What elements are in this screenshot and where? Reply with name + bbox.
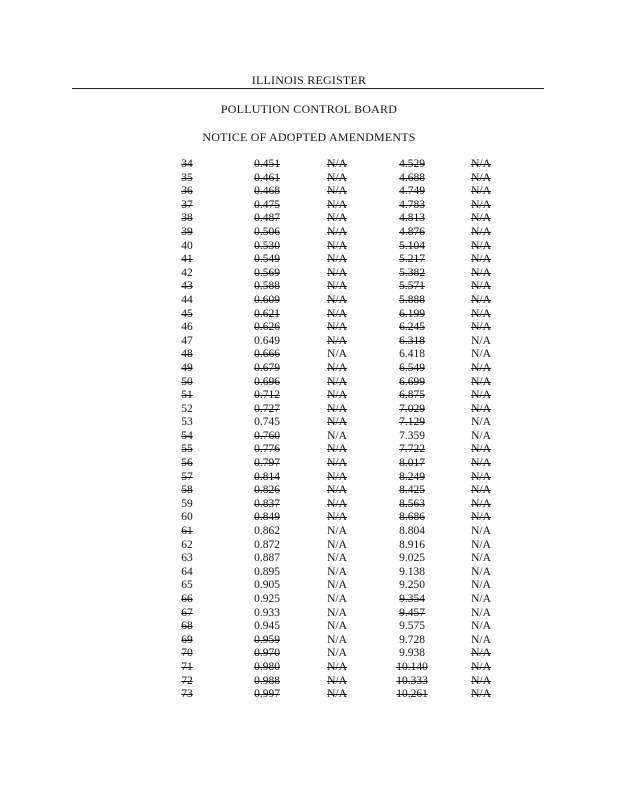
row-number: 54 [181,429,193,442]
value-col-3: N/A [327,606,347,619]
row-number: 46 [181,321,193,334]
table-row [0,348,618,362]
table-row [0,362,618,376]
table-row [0,675,618,689]
row-number: 69 [181,633,193,646]
value-col-3: N/A [327,280,347,293]
value-col-2: 0.797 [254,457,280,470]
table-row [0,607,618,621]
value-col-2: 0.945 [254,620,280,633]
value-col-3: N/A [327,497,347,510]
table-row [0,647,618,661]
row-number: 50 [181,375,193,388]
board-title: POLLUTION CONTROL BOARD [220,102,398,116]
value-col-2: 0.849 [254,511,280,524]
value-col-2: 0.451 [254,158,280,170]
value-col-5: N/A [471,185,491,198]
table-row [0,172,618,186]
value-col-3: N/A [327,307,347,320]
row-number: 34 [181,158,193,170]
row-number: 45 [181,307,193,320]
value-col-5: N/A [471,348,491,361]
value-col-2: 0.475 [254,198,280,211]
value-col-4: 6.418 [399,348,425,361]
value-col-5: N/A [471,579,491,592]
value-col-3: N/A [327,253,347,266]
value-col-4: 5.104 [399,239,425,252]
table-row [0,593,618,607]
value-col-3: N/A [327,266,347,279]
row-number: 55 [181,443,193,456]
row-number: 38 [181,212,193,225]
row-number: 72 [181,674,193,687]
notice-title: NOTICE OF ADOPTED AMENDMENTS [202,130,416,144]
value-col-3: N/A [327,443,347,456]
value-col-3: N/A [327,525,347,538]
value-col-5: N/A [471,225,491,238]
table-row [0,294,618,308]
value-col-3: N/A [327,348,347,361]
table-row [0,661,618,675]
row-number: 63 [181,552,193,565]
value-col-4: 9.138 [399,565,425,578]
value-col-2: 0.461 [254,171,280,184]
value-col-2: 0.588 [254,280,280,293]
row-number: 66 [181,593,193,605]
value-col-4: 6.318 [399,334,425,347]
row-number: 59 [181,497,193,510]
value-col-5: N/A [471,511,491,524]
value-col-2: 0.905 [254,579,280,592]
value-col-2: 0.997 [254,688,280,701]
value-col-4: 6.549 [399,361,425,374]
value-col-2: 0.626 [254,321,280,334]
value-col-4: 5.382 [399,266,425,279]
table-row [0,498,618,512]
value-col-2: 0.862 [254,525,280,538]
value-col-5: N/A [471,620,491,633]
table-row [0,335,618,349]
value-col-2: 0.621 [254,307,280,320]
table-row [0,525,618,539]
row-number: 35 [181,171,193,184]
value-col-5: N/A [471,443,491,456]
value-col-2: 0.925 [254,593,280,605]
value-col-5: N/A [471,253,491,266]
table-row [0,443,618,457]
value-col-5: N/A [471,565,491,578]
value-col-3: N/A [327,389,347,402]
table-row [0,484,618,498]
value-col-2: 0.760 [254,429,280,442]
value-col-4: 9.938 [399,647,425,660]
value-col-5: N/A [471,266,491,279]
table-row [0,471,618,485]
value-col-4: 4.749 [399,185,425,198]
row-number: 49 [181,361,193,374]
value-col-5: N/A [471,239,491,252]
value-col-5: N/A [471,674,491,687]
value-col-2: 0.712 [254,389,280,402]
table-row [0,321,618,335]
value-col-4: 8.017 [399,457,425,470]
value-col-3: N/A [327,633,347,646]
value-col-4: 9.354 [399,593,425,605]
value-col-5: N/A [471,429,491,442]
row-number: 62 [181,538,193,551]
value-col-2: 0.609 [254,293,280,306]
value-col-3: N/A [327,361,347,374]
value-col-4: 6.245 [399,321,425,334]
value-col-3: N/A [327,647,347,660]
table-row [0,267,618,281]
value-col-4: 8.686 [399,511,425,524]
value-col-2: 0.837 [254,497,280,510]
value-col-2: 0.933 [254,606,280,619]
value-col-5: N/A [471,606,491,619]
value-col-4: 4.813 [399,212,425,225]
value-col-5: N/A [471,633,491,646]
value-col-2: 0.988 [254,674,280,687]
value-col-2: 0.826 [254,484,280,497]
value-col-2: 0.814 [254,470,280,483]
value-col-3: N/A [327,429,347,442]
table-row [0,185,618,199]
table-row [0,416,618,430]
row-number: 57 [181,470,193,483]
value-col-5: N/A [471,660,491,673]
value-col-4: 4.783 [399,198,425,211]
value-col-2: 0.727 [254,402,280,415]
value-col-2: 0.549 [254,253,280,266]
value-col-3: N/A [327,416,347,429]
row-number: 43 [181,280,193,293]
value-col-4: 7.722 [399,443,425,456]
value-col-4: 5.888 [399,293,425,306]
row-number: 58 [181,484,193,497]
table-row [0,308,618,322]
value-col-5: N/A [471,171,491,184]
value-col-2: 0.530 [254,239,280,252]
value-col-4: 7.029 [399,402,425,415]
table-row [0,634,618,648]
value-col-2: 0.959 [254,633,280,646]
value-col-3: N/A [327,321,347,334]
row-number: 71 [181,660,193,673]
value-col-4: 10.140 [396,660,428,673]
table-row [0,457,618,471]
table-row [0,212,618,226]
value-col-2: 0.679 [254,361,280,374]
value-col-4: 10.261 [396,688,428,701]
value-col-4: 4.876 [399,225,425,238]
table-row [0,539,618,553]
row-number: 52 [181,402,193,415]
row-number: 37 [181,198,193,211]
table-row [0,199,618,213]
table-row [0,403,618,417]
table-row [0,376,618,390]
value-col-4: 4.688 [399,171,425,184]
value-col-5: N/A [471,307,491,320]
row-number: 47 [181,334,193,347]
value-col-2: 0.569 [254,266,280,279]
row-number: 53 [181,416,193,429]
table-row [0,226,618,240]
value-col-2: 0.487 [254,212,280,225]
value-col-5: N/A [471,158,491,170]
value-col-4: 9.025 [399,552,425,565]
value-col-5: N/A [471,538,491,551]
row-number: 67 [181,606,193,619]
header-rule [72,88,544,89]
value-col-2: 0.872 [254,538,280,551]
value-col-3: N/A [327,457,347,470]
table-row [0,620,618,634]
value-col-2: 0.666 [254,348,280,361]
value-col-5: N/A [471,198,491,211]
table-row [0,389,618,403]
value-col-3: N/A [327,552,347,565]
value-col-4: 8.249 [399,470,425,483]
row-number: 64 [181,565,193,578]
value-col-2: 0.649 [254,334,280,347]
table-row [0,430,618,444]
value-col-5: N/A [471,389,491,402]
row-number: 44 [181,293,193,306]
row-number: 39 [181,225,193,238]
row-number: 73 [181,688,193,701]
value-col-3: N/A [327,565,347,578]
register-title: ILLINOIS REGISTER [251,73,367,87]
row-number: 41 [181,253,193,266]
value-col-5: N/A [471,212,491,225]
value-col-4: 5.217 [399,253,425,266]
row-number: 40 [181,239,193,252]
value-col-2: 0.970 [254,647,280,660]
value-col-5: N/A [471,280,491,293]
value-col-3: N/A [327,593,347,605]
value-col-5: N/A [471,688,491,701]
table-row [0,566,618,580]
value-col-3: N/A [327,212,347,225]
value-col-3: N/A [327,198,347,211]
value-col-3: N/A [327,239,347,252]
value-col-4: 7.359 [399,429,425,442]
value-col-5: N/A [471,416,491,429]
value-col-3: N/A [327,660,347,673]
row-number: 51 [181,389,193,402]
value-col-5: N/A [471,334,491,347]
value-col-5: N/A [471,647,491,660]
row-number: 60 [181,511,193,524]
value-col-3: N/A [327,334,347,347]
value-col-4: 9.575 [399,620,425,633]
value-col-3: N/A [327,688,347,701]
row-number: 36 [181,185,193,198]
value-col-3: N/A [327,171,347,184]
value-col-3: N/A [327,185,347,198]
value-col-3: N/A [327,620,347,633]
row-number: 68 [181,620,193,633]
value-col-3: N/A [327,674,347,687]
value-col-4: 9.457 [399,606,425,619]
value-col-5: N/A [471,525,491,538]
value-col-4: 9.728 [399,633,425,646]
value-col-4: 8.916 [399,538,425,551]
value-col-2: 0.506 [254,225,280,238]
row-number: 61 [181,525,193,538]
value-col-3: N/A [327,158,347,170]
table-row [0,240,618,254]
value-col-5: N/A [471,457,491,470]
value-col-5: N/A [471,484,491,497]
value-col-5: N/A [471,361,491,374]
value-col-4: 5.571 [399,280,425,293]
table-row [0,552,618,566]
value-col-5: N/A [471,321,491,334]
value-col-5: N/A [471,375,491,388]
value-col-2: 0.887 [254,552,280,565]
value-col-3: N/A [327,511,347,524]
value-col-4: 9.250 [399,579,425,592]
value-col-3: N/A [327,375,347,388]
value-col-5: N/A [471,552,491,565]
value-col-5: N/A [471,593,491,605]
value-col-2: 0.776 [254,443,280,456]
row-number: 70 [181,647,193,660]
value-col-3: N/A [327,225,347,238]
value-col-2: 0.745 [254,416,280,429]
value-col-4: 6.199 [399,307,425,320]
table-row [0,253,618,267]
row-number: 48 [181,348,193,361]
table-row [0,688,618,702]
value-col-3: N/A [327,484,347,497]
value-col-2: 0.895 [254,565,280,578]
value-col-3: N/A [327,538,347,551]
value-col-5: N/A [471,402,491,415]
table-row [0,280,618,294]
table-row [0,579,618,593]
value-col-4: 8.563 [399,497,425,510]
value-col-2: 0.696 [254,375,280,388]
value-col-4: 6.699 [399,375,425,388]
value-col-4: 10.333 [396,674,428,687]
row-number: 56 [181,457,193,470]
value-col-3: N/A [327,402,347,415]
value-col-5: N/A [471,470,491,483]
value-col-3: N/A [327,470,347,483]
value-col-2: 0.980 [254,660,280,673]
table-row [0,511,618,525]
value-col-4: 6.875 [399,389,425,402]
value-col-4: 8.804 [399,525,425,538]
value-col-4: 8.425 [399,484,425,497]
row-number: 65 [181,579,193,592]
amendment-table [0,158,618,702]
row-number: 42 [181,266,193,279]
value-col-5: N/A [471,497,491,510]
value-col-5: N/A [471,293,491,306]
value-col-4: 4.529 [399,158,425,170]
value-col-2: 0.468 [254,185,280,198]
value-col-3: N/A [327,579,347,592]
value-col-3: N/A [327,293,347,306]
table-row [0,158,618,172]
value-col-4: 7.129 [399,416,425,429]
